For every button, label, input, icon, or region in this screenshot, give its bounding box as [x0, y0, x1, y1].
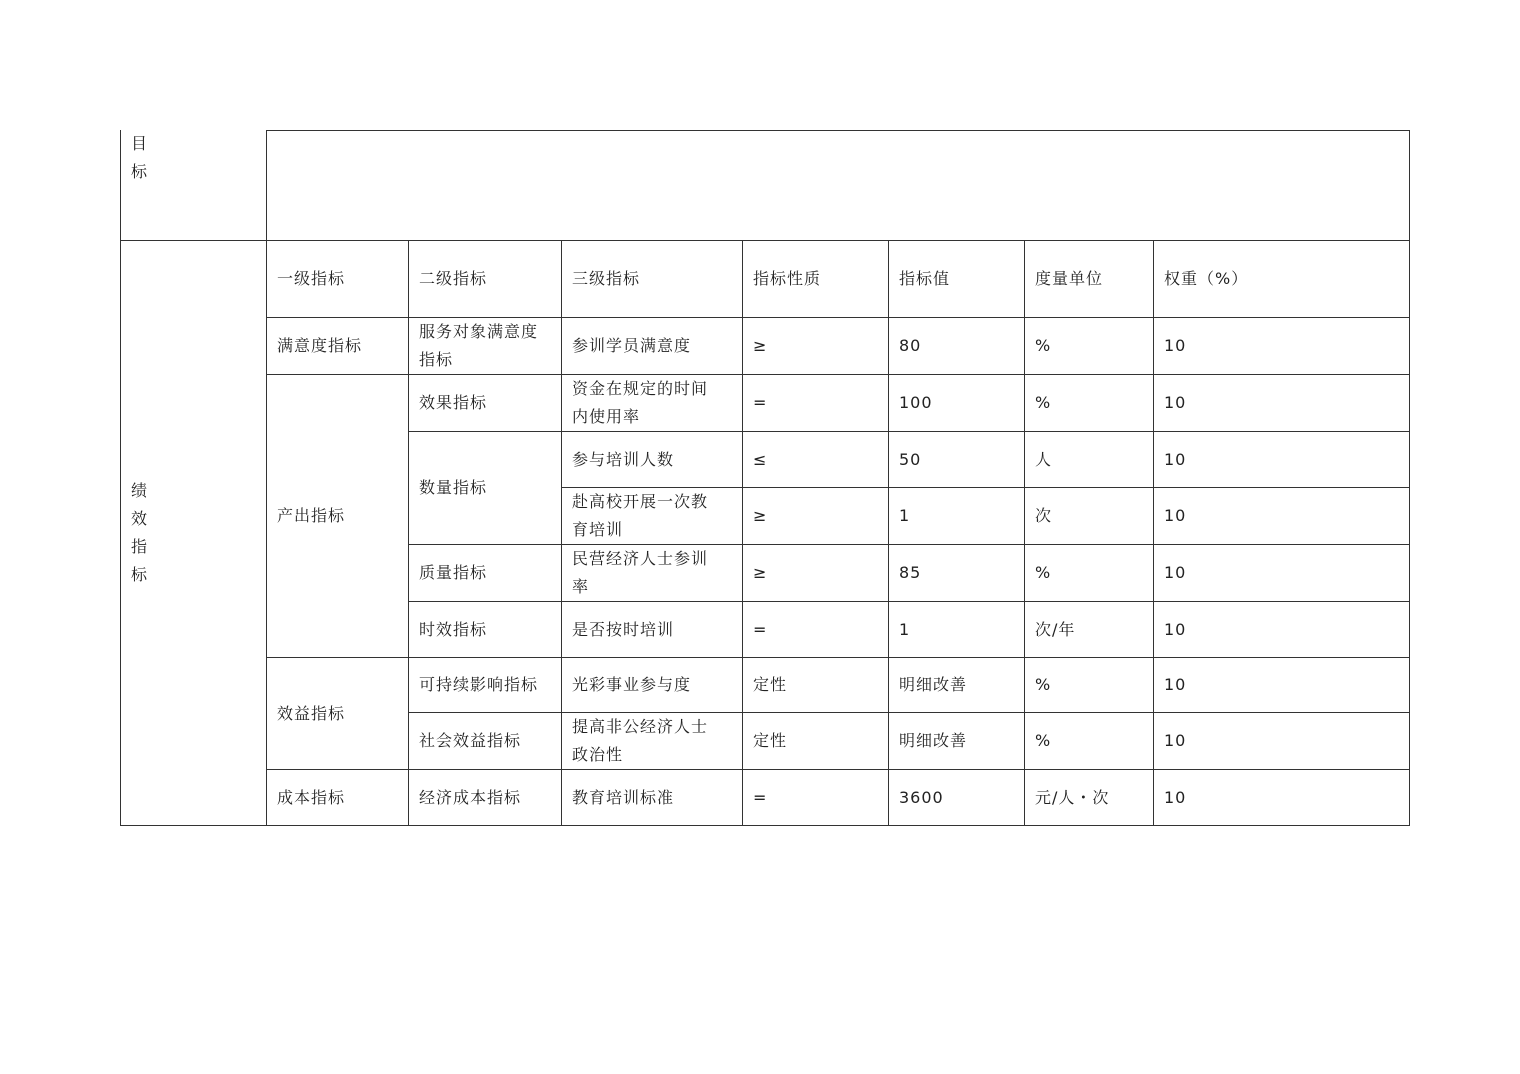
table-row-nature: = [742, 374, 889, 432]
header-nature: 指标性质 [742, 240, 889, 318]
level2-timeliness: 时效指标 [408, 601, 562, 658]
table-row-nature: = [742, 601, 889, 658]
table-row-unit: % [1024, 657, 1154, 713]
table-row-value: 1 [888, 601, 1025, 658]
table-row-weight: 10 [1153, 657, 1410, 713]
table-row-unit: 次/年 [1024, 601, 1154, 658]
performance-label: 绩效指标 [131, 481, 149, 584]
table-row-level3: 光彩事业参与度 [561, 657, 743, 713]
performance-label-cell [120, 240, 267, 826]
table-row-unit: % [1024, 544, 1154, 602]
performance-goal-table [120, 130, 1410, 826]
table-row-nature: ≤ [742, 431, 889, 488]
goal-label-cell [120, 130, 267, 241]
table-row-weight: 10 [1153, 374, 1410, 432]
table-row-value: 3600 [888, 769, 1025, 826]
table-row-nature: ≥ [742, 317, 889, 375]
table-row-level3: 参与培训人数 [561, 431, 743, 488]
table-row-unit: 次 [1024, 487, 1154, 545]
table-row-value: 100 [888, 374, 1025, 432]
table-row-weight: 10 [1153, 487, 1410, 545]
level2-quantity: 数量指标 [408, 431, 562, 545]
table-row-value: 50 [888, 431, 1025, 488]
table-row-value: 明细改善 [888, 657, 1025, 713]
table-row-unit: % [1024, 712, 1154, 770]
table-row-unit: 人 [1024, 431, 1154, 488]
table-row-unit: % [1024, 374, 1154, 432]
goal-label: 目标 [131, 134, 149, 181]
table-row-weight: 10 [1153, 431, 1410, 488]
level2-quality: 质量指标 [408, 544, 562, 602]
table-row-weight: 10 [1153, 712, 1410, 770]
level2-effect: 效果指标 [408, 374, 562, 432]
header-value: 指标值 [888, 240, 1025, 318]
table-row-level3: 赴高校开展一次教 育培训 [561, 487, 743, 545]
table-row-value: 1 [888, 487, 1025, 545]
level2-service-satisfaction: 服务对象满意度 指标 [408, 317, 562, 375]
header-level3: 三级指标 [561, 240, 743, 318]
table-row-unit: 元/人・次 [1024, 769, 1154, 826]
table-row-level3: 民营经济人士参训 率 [561, 544, 743, 602]
table-row-level3: 教育培训标准 [561, 769, 743, 826]
table-row-nature: ≥ [742, 487, 889, 545]
table-row-nature: 定性 [742, 712, 889, 770]
table-row-value: 80 [888, 317, 1025, 375]
table-row-weight: 10 [1153, 601, 1410, 658]
table-row-level3: 资金在规定的时间 内使用率 [561, 374, 743, 432]
table-row-unit: % [1024, 317, 1154, 375]
header-level1: 一级指标 [266, 240, 409, 318]
header-weight: 权重（%） [1153, 240, 1410, 318]
table-row-nature: 定性 [742, 657, 889, 713]
level1-benefit: 效益指标 [266, 657, 409, 770]
table-row-level3: 是否按时培训 [561, 601, 743, 658]
header-level2: 二级指标 [408, 240, 562, 318]
level2-sustainable-impact: 可持续影响指标 [408, 657, 562, 713]
table-row-level3: 提高非公经济人士 政治性 [561, 712, 743, 770]
level1-output: 产出指标 [266, 374, 409, 658]
level1-cost: 成本指标 [266, 769, 409, 826]
table-row-level3: 参训学员满意度 [561, 317, 743, 375]
table-row-value: 85 [888, 544, 1025, 602]
table-row-nature: ≥ [742, 544, 889, 602]
table-row-weight: 10 [1153, 544, 1410, 602]
table-row-weight: 10 [1153, 317, 1410, 375]
level2-economic-cost: 经济成本指标 [408, 769, 562, 826]
level1-satisfaction: 满意度指标 [266, 317, 409, 375]
header-unit: 度量单位 [1024, 240, 1154, 318]
table-row-nature: = [742, 769, 889, 826]
table-row-weight: 10 [1153, 769, 1410, 826]
level2-social-benefit: 社会效益指标 [408, 712, 562, 770]
table-row-value: 明细改善 [888, 712, 1025, 770]
goal-content-cell [266, 130, 1410, 241]
